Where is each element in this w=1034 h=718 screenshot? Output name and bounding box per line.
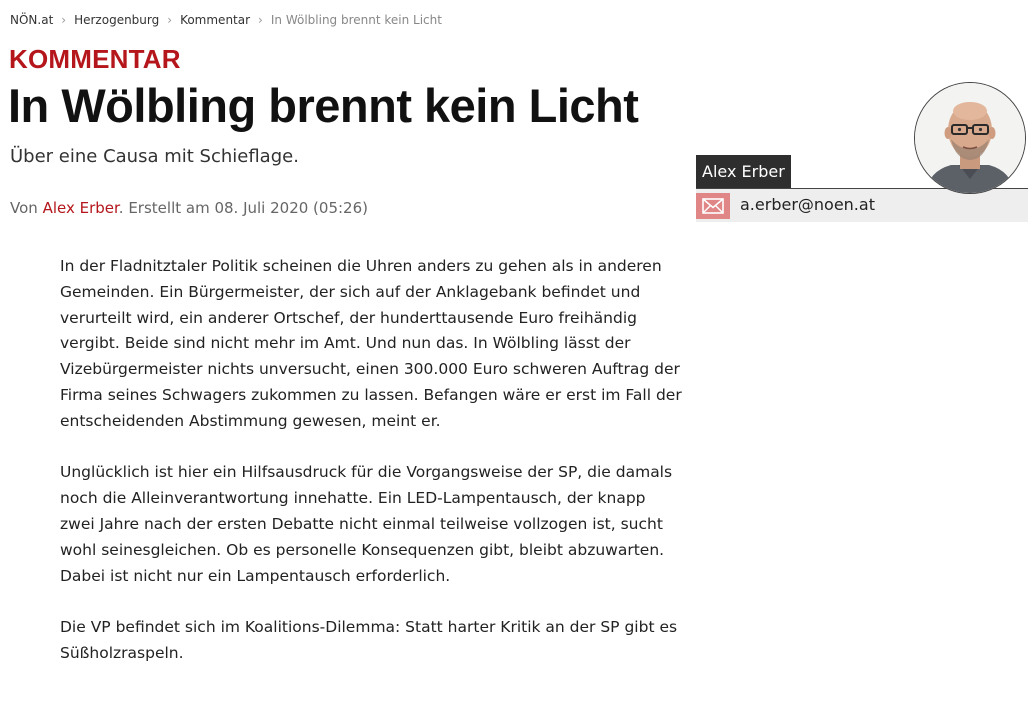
breadcrumb-home-link[interactable]: NÖN.at	[10, 13, 54, 27]
mail-icon[interactable]	[696, 193, 730, 219]
byline-author-link[interactable]: Alex Erber	[42, 199, 119, 217]
breadcrumb-herzogenburg-link[interactable]: Herzogenburg	[74, 13, 160, 27]
article-kicker: KOMMENTAR	[9, 44, 181, 74]
author-photo	[914, 82, 1026, 194]
author-name[interactable]: Alex Erber	[696, 155, 791, 188]
breadcrumb-separator-icon: ›	[167, 13, 173, 27]
breadcrumb-separator-icon: ›	[61, 13, 67, 27]
author-email-row[interactable]	[696, 189, 1028, 222]
breadcrumb	[10, 13, 442, 27]
article-title: In Wölbling brennt kein Licht	[8, 79, 639, 132]
breadcrumb-kommentar-link[interactable]: Kommentar	[180, 13, 251, 27]
article-body	[60, 254, 684, 693]
byline-prefix: Von	[10, 199, 43, 217]
article-subtitle: Über eine Causa mit Schieflage.	[10, 146, 299, 167]
author-email-link[interactable]: a.erber@noen.at	[740, 195, 875, 214]
article-paragraph: Die VP befindet sich im Koalitions-Dilemma: Statt harter Kritik an der SP gibt es Süßholzraspeln.	[60, 618, 678, 662]
article-byline	[10, 199, 368, 217]
author-box	[696, 82, 1028, 222]
breadcrumb-separator-icon: ›	[258, 13, 263, 27]
byline-date: . Erstellt am 08. Juli 2020 (05:26)	[118, 199, 368, 217]
article-paragraph: Unglücklich ist hier ein Hilfsausdruck für die Vorgangsweise der SP, die damals noch die Alleinverantwortung innehatte. Ein LED-Lampentausch, der knapp zwei Jahre nach der ersten Debatte nicht einmal teilweise vollzogen ist, sucht wohl seinesgleichen. Ob es personelle Konsequenzen gibt, bleibt abzuwarten. Dabei ist nicht nur ein Lampentausch erforderlich.	[60, 463, 673, 585]
article-paragraph: In der Fladnitztaler Politik scheinen die Uhren anders zu gehen als in anderen Gemeinden. Ein Bürgermeister, der sich auf der Anklagebank befindet und verurteilt wird, ein anderer Ortschef, der hunderttausende Euro freihändig vergibt. Beide sind nicht mehr im Amt. Und nun das. In Wölbling lässt der Vizebürgermeister nichts unversucht, einen 300.000 Euro schweren Auftrag der Firma seines Schwagers zukommen zu lassen. Befangen wäre er erst im Fall der entscheidenden Abstimmung gewesen, meint er.	[60, 257, 682, 430]
breadcrumb-current-page: In Wölbling brennt kein Licht	[270, 13, 442, 27]
